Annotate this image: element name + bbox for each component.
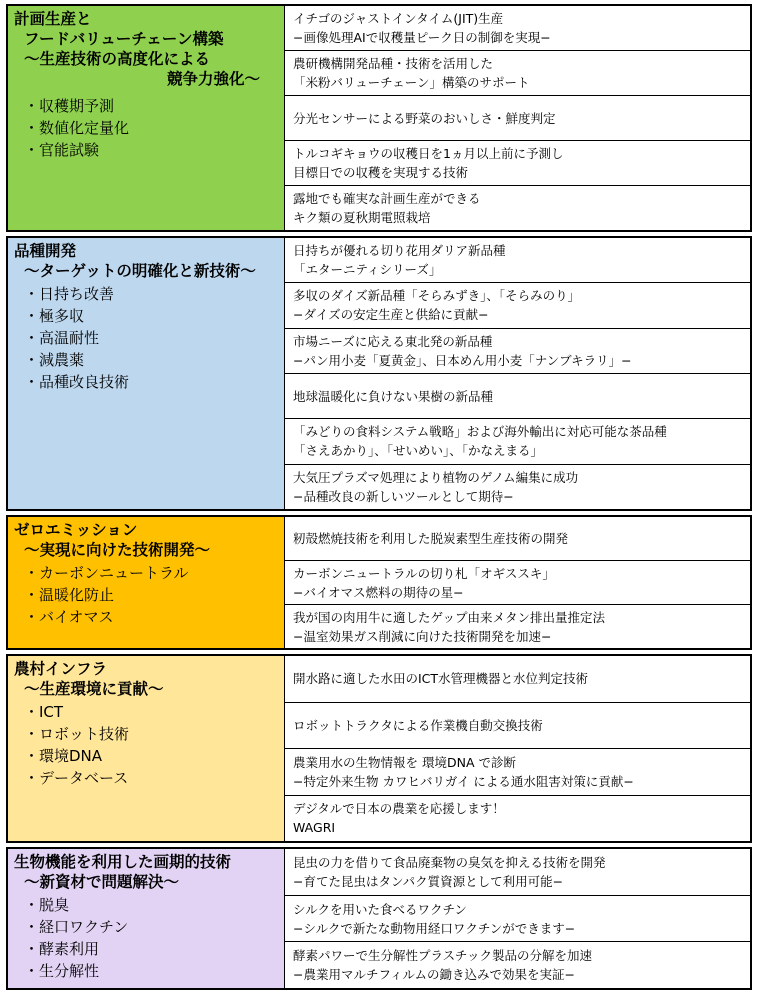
section-title: 計画生産と	[14, 10, 92, 28]
topic-line: 市場ニーズに応える東北発の新品種	[293, 333, 493, 349]
topic-row	[285, 749, 750, 796]
topic-row	[285, 656, 750, 703]
section-title: 生物機能を利用した画期的技術	[14, 853, 232, 871]
keyword-item: ・経口ワクチン	[24, 918, 129, 936]
section-header	[8, 656, 285, 841]
topic-row	[285, 374, 750, 419]
topic-row	[285, 329, 750, 374]
keyword-item: ・カーボンニュートラル	[24, 564, 189, 582]
section-zero-emission	[6, 515, 752, 650]
topic-row	[285, 465, 750, 509]
topic-list	[285, 6, 750, 230]
keyword-list	[14, 283, 278, 393]
keyword-item: ・脱臭	[24, 896, 70, 914]
topic-row	[285, 605, 750, 648]
topic-line: 昆虫の力を借りて食品廃棄物の臭気を抑える技術を開発	[293, 854, 606, 870]
section-header	[8, 238, 285, 509]
topic-list	[285, 517, 750, 648]
topic-line: イチゴのジャストインタイム(JIT)生産	[293, 11, 504, 26]
topic-list	[285, 656, 750, 841]
keyword-item: ・ICT	[24, 703, 64, 721]
topic-line: −育てた昆虫はタンパク質資源として利用可能−	[293, 873, 564, 889]
section-breeding	[6, 236, 752, 511]
topic-row	[285, 703, 750, 750]
keyword-item: ・酵素利用	[24, 940, 100, 958]
topic-row	[285, 6, 750, 51]
topic-row	[285, 96, 750, 141]
topic-line: −ダイズの安定生産と供給に貢献−	[293, 307, 489, 323]
topic-line: 「米粉バリューチェーン」構築のサポート	[293, 75, 530, 90]
section-subtitle: ～新資材で問題解決～	[24, 873, 180, 891]
topic-line: シルクを用いた食べるワクチン	[293, 901, 467, 917]
keyword-item: ・高温耐性	[24, 329, 100, 347]
topic-line: 大気圧プラズマ処理により植物のゲノム編集に成功	[293, 469, 579, 485]
section-subtitle: ～生産技術の高度化による	[24, 50, 211, 68]
topic-line: 露地でも確実な計画生産ができる	[293, 191, 481, 206]
keyword-item: ・数値化定量化	[24, 119, 130, 137]
topic-row	[285, 896, 750, 943]
topic-row	[285, 141, 750, 186]
topic-row	[285, 283, 750, 328]
keyword-item: ・品種改良技術	[24, 373, 130, 391]
keyword-item: ・収穫期予測	[24, 97, 115, 115]
topic-line: 農研機構開発品種・技術を活用した	[293, 56, 494, 71]
topic-line: −シルクで新たな動物用経口ワクチンができます−	[293, 920, 576, 936]
keyword-list	[14, 95, 278, 161]
topic-row	[285, 849, 750, 896]
topic-row	[285, 419, 750, 464]
topic-line: 日持ちが優れる切り花用ダリア新品種	[293, 243, 506, 259]
keyword-item: ・データベース	[24, 769, 129, 787]
topic-line: 地球温暖化に負けない果樹の新品種	[293, 388, 494, 404]
topic-line: −画像処理AIで収穫量ピーク日の制御を実現−	[293, 30, 551, 45]
topic-line: カーボンニュートラルの切り札「オギススキ」	[293, 565, 555, 581]
keyword-item: ・環境DNA	[24, 747, 103, 765]
topic-line: 籾殻燃焼技術を利用した脱炭素型生産技術の開発	[293, 531, 569, 546]
keyword-item: ・日持ち改善	[24, 285, 115, 303]
keyword-item: ・生分解性	[24, 962, 100, 980]
keyword-list	[14, 894, 278, 982]
topic-list	[285, 238, 750, 509]
keyword-item: ・温暖化防止	[24, 586, 115, 604]
topic-line: 我が国の肉用牛に適したゲップ由来メタン排出量推定法	[293, 609, 606, 625]
section-subtitle: 競争力強化～	[166, 70, 260, 88]
topic-row	[285, 561, 750, 605]
section-title: 品種開発	[14, 242, 77, 260]
topic-line: −パン用小麦「夏黄金」、日本めん用小麦「ナンブキラリ」−	[293, 352, 632, 368]
topic-line: −バイオマス燃料の期待の星−	[293, 584, 464, 600]
section-title: ゼロエミッション	[14, 521, 138, 539]
section-rural-infra	[6, 654, 752, 843]
keyword-item: ・減農薬	[24, 351, 85, 369]
topic-row	[285, 796, 750, 842]
topic-line: 開水路に適した水田のICT水管理機器と水位判定技術	[293, 671, 589, 687]
topic-line: デジタルで日本の農業を応援します！	[293, 801, 505, 817]
section-title: 農村インフラ	[14, 660, 108, 678]
keyword-list	[14, 701, 278, 789]
keyword-item: ・官能試験	[24, 141, 100, 159]
topic-row	[285, 186, 750, 230]
topic-line: −品種改良の新しいツールとして期待−	[293, 488, 514, 504]
topic-line: トルコギキョウの収穫日を1ヵ月以上前に予測し	[293, 146, 564, 161]
topic-line: ロボットトラクタによる作業機自動交換技術	[293, 717, 543, 733]
topic-line: 多収のダイズ新品種「そらみずき」、「そらみのり」	[293, 288, 581, 304]
section-planned-production	[6, 4, 752, 232]
section-bio-functions	[6, 847, 752, 990]
keyword-item: ・ロボット技術	[24, 725, 130, 743]
keyword-item: ・極多収	[24, 307, 85, 325]
topic-row	[285, 517, 750, 561]
topic-line: 「エターニティシリーズ」	[293, 262, 442, 278]
topic-line: −温室効果ガス削減に向けた技術開発を加速−	[293, 628, 552, 644]
topic-line: 酵素パワーで生分解性プラスチック製品の分解を加速	[293, 948, 593, 964]
topic-line: 分光センサーによる野菜のおいしさ・鮮度判定	[293, 110, 556, 126]
topic-line: 「さえあかり」、「せいめい」、「かなえまる」	[293, 443, 544, 459]
keyword-item: ・バイオマス	[24, 608, 114, 626]
keyword-list	[14, 562, 278, 628]
topic-line: 目標日での収穫を実現する技術	[293, 165, 469, 180]
topic-line: −特定外来生物 カワヒバリガイ による通水阻害対策に貢献−	[293, 773, 634, 789]
topic-line: −農業用マルチフィルムの鋤き込みで効果を実証−	[293, 967, 575, 983]
section-subtitle: ～実現に向けた技術開発～	[24, 541, 211, 559]
section-subtitle: ～生産環境に貢献～	[24, 680, 164, 698]
section-header	[8, 6, 285, 230]
topic-row	[285, 942, 750, 988]
topic-line: 農業用水の生物情報を 環境DNA で診断	[293, 754, 516, 770]
section-header	[8, 849, 285, 988]
section-title: フードバリューチェーン構築	[24, 30, 224, 48]
topic-list	[285, 849, 750, 988]
topic-line: WAGRI	[293, 820, 336, 836]
topic-line: キク類の夏秋期電照栽培	[293, 210, 431, 225]
topic-row	[285, 238, 750, 283]
section-subtitle: ～ターゲットの明確化と新技術～	[24, 262, 256, 280]
topic-line: 「みどりの食料システム戦略」および海外輸出に対応可能な茶品種	[293, 424, 667, 440]
topic-row	[285, 51, 750, 96]
section-header	[8, 517, 285, 648]
